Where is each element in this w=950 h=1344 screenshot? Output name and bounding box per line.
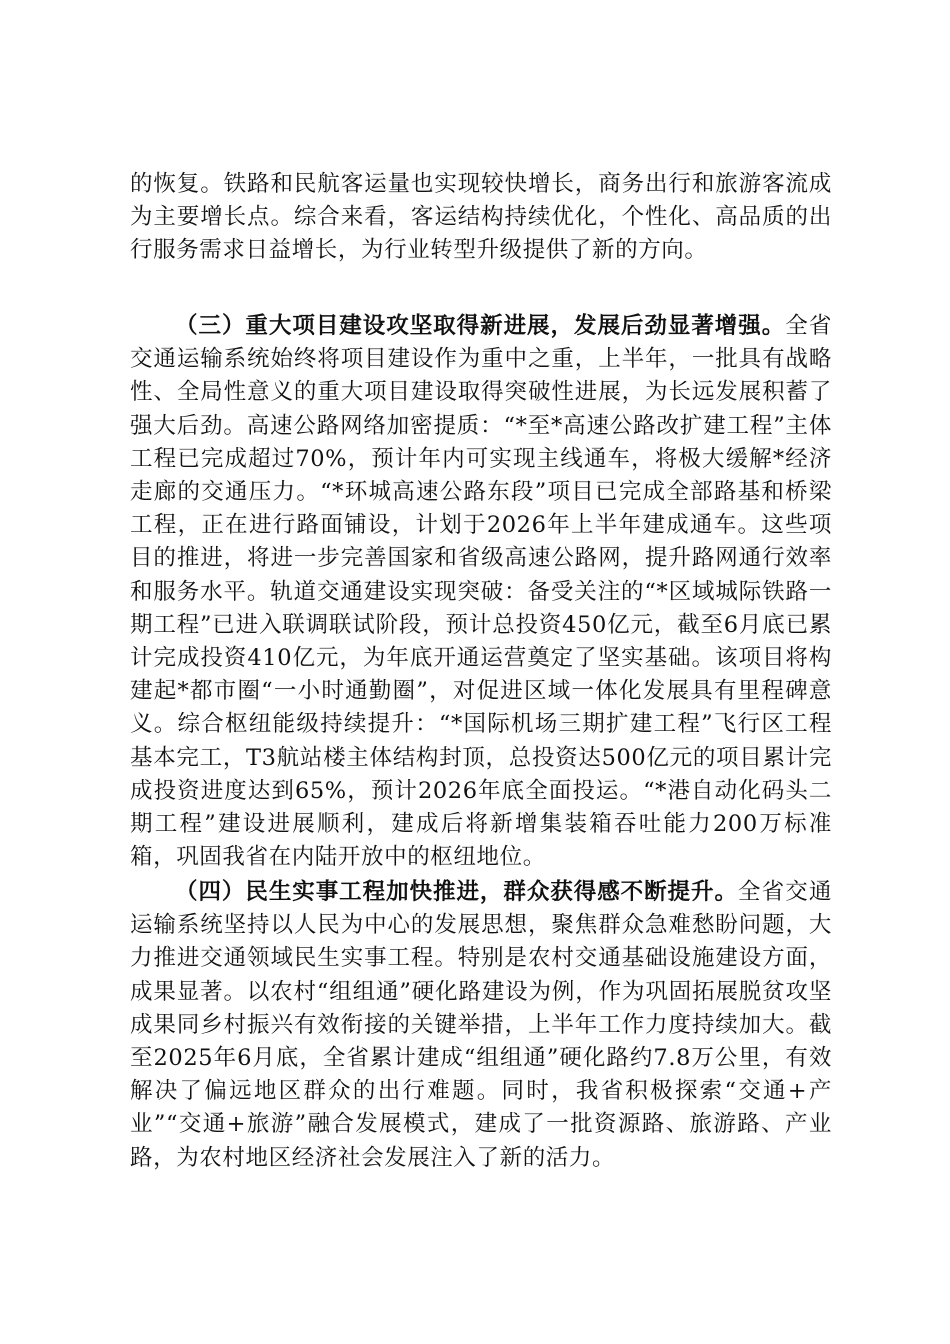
section-3-paragraph	[130, 310, 832, 874]
paragraph-intro-continuation	[130, 168, 832, 268]
section-3-heading: （三）重大项目建设攻坚取得新进展，发展后劲显著增强。	[175, 313, 786, 339]
section-3-body: 全省交通运输系统始终将项目建设作为重中之重，上半年，一批具有战略性、全局性意义的重大项目建设取得突破性进展，为长远发展积蓄了强大后劲。高速公路网络加密提质：“*至*高速公路改扩建工程”主体工程已完成超过70%，预计年内可实现主线通车，将极大缓解*经济走廊的交通压力。“*环城高速公路东段”项目已完成全部路基和桥梁工程，正在进行路面铺设，计划于2026年上半年建成通车。这些项目的推进，将进一步完善国家和省级高速公路网，提升路网通行效率和服务水平。轨道交通建设实现突破：备受关注的“*区域城际铁路一期工程”已进入联调联试阶段，预计总投资450亿元，截至6月底已累计完成投资410亿元，为年底开通运营奠定了坚实基础。该项目将构建起*都市圈“一小时通勤圈”，对促进区域一体化发展具有里程碑意义。综合枢纽能级持续提升：“*国际机场三期扩建工程”飞行区工程基本完工，T3航站楼主体结构封顶，总投资达500亿元的项目累计完成投资进度达到65%，预计2026年底全面投运。“*港自动化码头二期工程”建设进展顺利，建成后将新增集装箱吞吐能力200万标准箱，巩固我省在内陆开放中的枢纽地位。	[130, 313, 833, 871]
section-4-body: 全省交通运输系统坚持以人民为中心的发展思想，聚焦群众急难愁盼问题，大力推进交通领域民生实事工程。特别是农村交通基础设施建设方面，成果显著。以农村“组组通”硬化路建设为例，作为巩固拓展脱贫攻坚成果同乡村振兴有效衔接的关键举措，上半年工作力度持续加大。截至2025年6月底，全省累计建成“组组通”硬化路约7.8万公里，有效解决了偏远地区群众的出行难题。同时，我省积极探索“交通+产业”“交通+旅游”融合发展模式，建成了一批资源路、旅游路、产业路，为农村地区经济社会发展注入了新的活力。	[130, 879, 832, 1171]
paragraph-text: 的恢复。铁路和民航客运量也实现较快增长，商务出行和旅游客流成为主要增长点。综合来看，客运结构持续优化，个性化、高品质的出行服务需求日益增长，为行业转型升级提供了新的方向。	[130, 171, 832, 264]
section-4-heading: （四）民生实事工程加快推进，群众获得感不断提升。	[175, 879, 738, 905]
section-4-paragraph	[130, 876, 832, 1175]
